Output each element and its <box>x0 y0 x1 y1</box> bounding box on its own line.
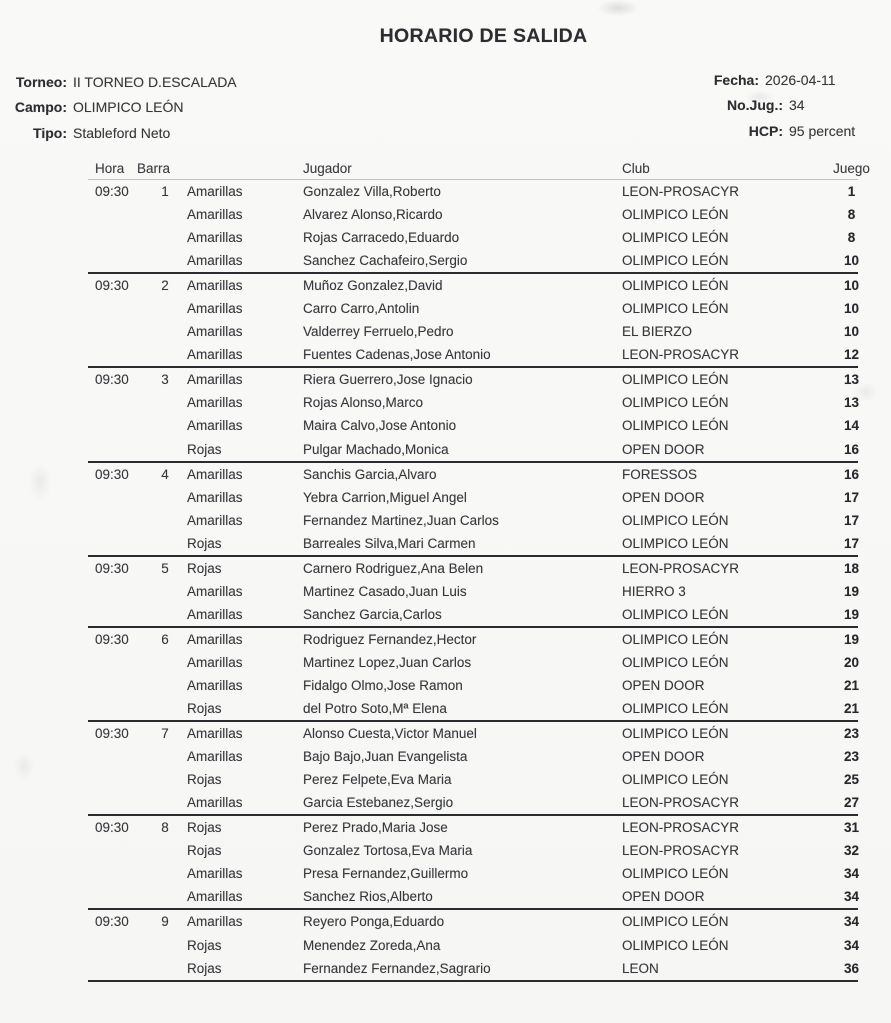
table-row <box>88 368 858 391</box>
cell-barra <box>143 674 187 697</box>
header-barra: Barra <box>137 161 171 176</box>
cell-player-name: Sanchez Garcia,Carlos <box>303 606 442 622</box>
info-row-hcp <box>600 119 855 144</box>
cell-hora <box>88 320 143 343</box>
table-row <box>88 745 858 768</box>
cell-tee-color: Amarillas <box>187 631 243 647</box>
table-row <box>88 438 858 461</box>
tee-group-1 <box>88 180 858 274</box>
cell-player-name: Muñoz Gonzalez,David <box>303 278 443 294</box>
cell-tee-color: Rojas <box>187 441 222 457</box>
cell-hora: 09:30 <box>95 820 129 836</box>
cell-juego: 19 <box>843 606 860 622</box>
table-row <box>88 226 858 249</box>
cell-barra: 5 <box>161 560 169 576</box>
info-row-campo <box>0 95 237 120</box>
cell-juego: 18 <box>843 560 860 576</box>
cell-barra <box>143 249 187 272</box>
cell-juego: 19 <box>843 583 860 599</box>
cell-barra <box>143 438 187 461</box>
cell-hora: 09:30 <box>95 560 129 576</box>
cell-hora <box>88 768 143 791</box>
cell-barra: 7 <box>161 726 169 742</box>
cell-hora <box>88 957 143 980</box>
cell-hora <box>88 343 143 366</box>
cell-juego: 34 <box>843 866 860 882</box>
cell-player-name: Alonso Cuesta,Victor Manuel <box>303 726 477 742</box>
cell-club: HIERRO 3 <box>622 583 686 599</box>
cell-player-name: Garcia Estebanez,Sergio <box>303 795 454 811</box>
info-row-torneo <box>0 70 237 95</box>
cell-barra <box>143 203 187 226</box>
cell-club: EL BIERZO <box>622 324 693 340</box>
cell-player-name: Menendez Zoreda,Ana <box>303 937 441 953</box>
header-club: Club <box>622 161 650 176</box>
cell-barra <box>143 532 187 555</box>
cell-club: OLIMPICO LEÓN <box>622 866 729 882</box>
cell-player-name: Martinez Lopez,Juan Carlos <box>303 654 472 670</box>
cell-juego: 13 <box>843 372 860 388</box>
cell-juego: 31 <box>843 820 860 836</box>
cell-tee-color: Amarillas <box>187 324 243 340</box>
cell-tee-color: Amarillas <box>187 395 243 411</box>
cell-juego: 17 <box>843 535 860 551</box>
cell-barra <box>143 885 187 908</box>
cell-club: OLIMPICO LEÓN <box>622 937 729 953</box>
cell-player-name: Riera Guerrero,Jose Ignacio <box>303 372 473 388</box>
cell-player-name: Fidalgo Olmo,Jose Ramon <box>303 677 463 693</box>
cell-player-name: Carro Carro,Antolin <box>303 301 420 317</box>
cell-club: OLIMPICO LEÓN <box>622 772 729 788</box>
cell-club: FORESSOS <box>622 466 698 482</box>
cell-hora <box>88 509 143 532</box>
cell-player-name: Bajo Bajo,Juan Evangelista <box>303 749 468 765</box>
cell-hora <box>88 697 143 720</box>
cell-club: OLIMPICO LEÓN <box>622 631 729 647</box>
tee-times-table <box>88 158 878 982</box>
cell-club: LEON-PROSACYR <box>622 843 740 859</box>
table-row <box>88 391 858 414</box>
cell-player-name: Carnero Rodriguez,Ana Belen <box>303 560 484 576</box>
cell-player-name: del Potro Soto,Mª Elena <box>303 701 447 717</box>
cell-juego: 8 <box>847 230 856 246</box>
table-row <box>88 180 858 203</box>
nojug-label: No.Jug.: <box>727 97 783 114</box>
table-row <box>88 320 858 343</box>
cell-juego: 17 <box>843 512 860 528</box>
cell-hora <box>88 651 143 674</box>
table-row <box>88 722 858 745</box>
page-title: HORARIO DE SALIDA <box>379 25 588 47</box>
cell-tee-color: Amarillas <box>187 654 243 670</box>
fecha-label: Fecha: <box>713 72 759 88</box>
table-row <box>88 203 858 226</box>
cell-player-name: Martinez Casado,Juan Luis <box>303 583 467 599</box>
cell-tee-color: Rojas <box>187 535 222 551</box>
cell-club: OPEN DOOR <box>622 889 705 905</box>
fecha-value: 2026-04-11 <box>765 72 836 88</box>
cell-barra <box>143 934 187 957</box>
cell-hora: 09:30 <box>95 726 129 742</box>
tee-group-8 <box>88 816 858 910</box>
cell-player-name: Pulgar Machado,Monica <box>303 441 449 457</box>
cell-club: OLIMPICO LEÓN <box>622 395 729 411</box>
cell-barra <box>143 414 187 437</box>
cell-juego: 32 <box>843 843 860 859</box>
cell-player-name: Gonzalez Villa,Roberto <box>303 184 441 199</box>
table-row <box>88 862 858 885</box>
cell-hora <box>88 226 143 249</box>
cell-club: OLIMPICO LEÓN <box>622 726 729 742</box>
cell-barra: 3 <box>161 372 169 388</box>
cell-club: OLIMPICO LEÓN <box>622 301 729 317</box>
cell-player-name: Barreales Silva,Mari Carmen <box>303 535 476 551</box>
cell-tee-color: Amarillas <box>187 184 243 199</box>
cell-player-name: Gonzalez Tortosa,Eva Maria <box>303 843 473 859</box>
tee-group-9 <box>88 910 858 981</box>
cell-player-name: Sanchis Garcia,Alvaro <box>303 466 437 482</box>
table-row <box>88 910 858 933</box>
cell-tee-color: Amarillas <box>187 253 243 269</box>
cell-juego: 10 <box>843 253 860 269</box>
cell-hora <box>88 934 143 957</box>
tee-group-2 <box>88 274 858 368</box>
cell-player-name: Presa Fernandez,Guillermo <box>303 866 469 882</box>
cell-tee-color: Amarillas <box>187 230 243 246</box>
hcp-label: HCP: <box>748 122 783 139</box>
cell-juego: 8 <box>847 207 856 223</box>
cell-tee-color: Rojas <box>187 772 222 788</box>
cell-barra: 1 <box>161 184 169 199</box>
cell-tee-color: Rojas <box>187 701 222 717</box>
table-row <box>88 768 858 791</box>
cell-juego: 10 <box>843 324 860 340</box>
cell-tee-color: Rojas <box>187 960 222 976</box>
cell-tee-color: Amarillas <box>187 372 243 388</box>
cell-juego: 21 <box>843 677 860 693</box>
table-row <box>88 839 858 862</box>
cell-barra <box>143 486 187 509</box>
cell-tee-color: Amarillas <box>187 466 243 482</box>
cell-club: OPEN DOOR <box>622 489 705 505</box>
cell-tee-color: Amarillas <box>187 726 243 742</box>
cell-player-name: Fernandez Martinez,Juan Carlos <box>303 512 499 528</box>
cell-club: OLIMPICO LEÓN <box>622 207 729 223</box>
table-row <box>88 816 858 839</box>
table-row <box>88 580 858 603</box>
table-row <box>88 249 858 272</box>
cell-club: LEON-PROSACYR <box>622 184 740 199</box>
cell-club: LEON-PROSACYR <box>622 347 740 363</box>
cell-player-name: Rodriguez Fernandez,Hector <box>303 631 477 647</box>
table-row <box>88 697 858 720</box>
table-row <box>88 957 858 980</box>
cell-juego: 25 <box>843 772 860 788</box>
cell-barra <box>143 839 187 862</box>
cell-club: OLIMPICO LEÓN <box>622 606 729 622</box>
header-juego: Juego <box>833 161 870 176</box>
cell-hora: 09:30 <box>95 372 129 388</box>
cell-juego: 34 <box>843 914 860 930</box>
cell-hora: 09:30 <box>95 278 129 294</box>
tipo-label: Tipo: <box>33 124 67 141</box>
table-row <box>88 885 858 908</box>
cell-juego: 34 <box>843 889 860 905</box>
cell-tee-color: Amarillas <box>187 512 243 528</box>
cell-barra <box>143 580 187 603</box>
table-row <box>88 297 858 320</box>
table-row <box>88 274 858 297</box>
cell-juego: 20 <box>843 654 860 670</box>
cell-hora <box>88 580 143 603</box>
cell-player-name: Rojas Carracedo,Eduardo <box>303 230 460 246</box>
header-jugador: Jugador <box>303 161 352 176</box>
cell-club: LEON <box>622 960 659 976</box>
table-row <box>88 603 858 626</box>
tournament-info-left <box>0 70 237 146</box>
cell-hora <box>88 745 143 768</box>
cell-hora <box>88 203 143 226</box>
cell-barra <box>143 957 187 980</box>
cell-player-name: Maira Calvo,Jose Antonio <box>303 418 457 434</box>
campo-label: Campo: <box>14 99 67 116</box>
table-row <box>88 651 858 674</box>
cell-hora <box>88 839 143 862</box>
tipo-value: Stableford Neto <box>73 124 171 141</box>
cell-hora: 09:30 <box>95 631 129 647</box>
table-row <box>88 414 858 437</box>
cell-club: OLIMPICO LEÓN <box>622 253 729 269</box>
cell-barra <box>143 651 187 674</box>
cell-player-name: Rojas Alonso,Marco <box>303 395 424 411</box>
torneo-value: II TORNEO D.ESCALADA <box>73 74 237 90</box>
cell-juego: 21 <box>843 701 860 717</box>
torneo-label: Torneo: <box>15 74 67 90</box>
cell-juego: 34 <box>843 937 860 953</box>
info-row-fecha <box>600 68 855 93</box>
cell-barra: 8 <box>161 820 169 836</box>
cell-player-name: Perez Felpete,Eva Maria <box>303 772 452 788</box>
cell-tee-color: Rojas <box>187 820 222 836</box>
cell-juego: 17 <box>843 489 860 505</box>
cell-tee-color: Amarillas <box>187 583 243 599</box>
cell-club: LEON-PROSACYR <box>622 820 740 836</box>
cell-tee-color: Amarillas <box>187 866 243 882</box>
cell-barra <box>143 226 187 249</box>
cell-club: OLIMPICO LEÓN <box>622 535 729 551</box>
cell-player-name: Fuentes Cadenas,Jose Antonio <box>303 347 491 363</box>
cell-hora <box>88 414 143 437</box>
header-hora: Hora <box>95 161 125 176</box>
cell-tee-color: Amarillas <box>187 889 243 905</box>
cell-barra <box>143 320 187 343</box>
cell-juego: 13 <box>843 395 860 411</box>
table-row <box>88 934 858 957</box>
tee-group-5 <box>88 557 858 628</box>
cell-club: OLIMPICO LEÓN <box>622 230 729 246</box>
cell-barra <box>143 697 187 720</box>
cell-barra <box>143 509 187 532</box>
table-row <box>88 509 858 532</box>
cell-club: OLIMPICO LEÓN <box>622 512 729 528</box>
cell-tee-color: Amarillas <box>187 749 243 765</box>
cell-hora <box>88 791 143 814</box>
cell-club: OPEN DOOR <box>622 749 705 765</box>
cell-hora <box>88 603 143 626</box>
cell-barra <box>143 862 187 885</box>
cell-hora: 09:30 <box>95 914 129 930</box>
tee-group-7 <box>88 722 858 816</box>
campo-value: OLIMPICO LEÓN <box>73 99 184 116</box>
cell-club: OPEN DOOR <box>622 677 705 693</box>
tee-group-6 <box>88 628 858 722</box>
cell-tee-color: Amarillas <box>187 606 243 622</box>
table-row <box>88 486 858 509</box>
cell-tee-color: Rojas <box>187 843 222 859</box>
cell-hora <box>88 862 143 885</box>
cell-player-name: Fernandez Fernandez,Sagrario <box>303 960 491 976</box>
table-row <box>88 791 858 814</box>
cell-barra <box>143 391 187 414</box>
cell-hora <box>88 674 143 697</box>
cell-tee-color: Amarillas <box>187 207 243 223</box>
cell-hora <box>88 391 143 414</box>
cell-juego: 23 <box>843 749 860 765</box>
cell-hora: 09:30 <box>95 466 129 482</box>
cell-barra: 4 <box>161 466 169 482</box>
cell-barra <box>143 768 187 791</box>
cell-club: OLIMPICO LEÓN <box>622 278 729 294</box>
tee-group-3 <box>88 368 858 462</box>
cell-juego: 23 <box>843 726 860 742</box>
cell-tee-color: Amarillas <box>187 489 243 505</box>
cell-barra <box>143 791 187 814</box>
cell-juego: 36 <box>843 960 860 976</box>
cell-club: OLIMPICO LEÓN <box>622 914 729 930</box>
cell-tee-color: Amarillas <box>187 418 243 434</box>
cell-juego: 16 <box>843 466 860 482</box>
cell-club: OLIMPICO LEÓN <box>622 372 729 388</box>
cell-tee-color: Amarillas <box>187 677 243 693</box>
cell-hora: 09:30 <box>95 184 129 199</box>
cell-barra <box>143 343 187 366</box>
cell-tee-color: Amarillas <box>187 301 243 317</box>
hcp-value: 95 percent <box>789 122 856 139</box>
cell-player-name: Alvarez Alonso,Ricardo <box>303 207 443 223</box>
cell-tee-color: Rojas <box>187 937 222 953</box>
cell-club: LEON-PROSACYR <box>622 560 740 576</box>
cell-club: LEON-PROSACYR <box>622 795 740 811</box>
cell-barra <box>143 603 187 626</box>
cell-player-name: Yebra Carrion,Miguel Angel <box>303 489 467 505</box>
tournament-info-right <box>600 68 855 144</box>
cell-tee-color: Rojas <box>187 560 222 576</box>
cell-juego: 1 <box>847 184 856 199</box>
table-body <box>88 180 878 982</box>
info-row-tipo <box>0 121 237 146</box>
cell-hora <box>88 438 143 461</box>
cell-juego: 19 <box>843 631 860 647</box>
cell-barra <box>143 745 187 768</box>
cell-juego: 14 <box>843 418 860 434</box>
cell-juego: 10 <box>843 301 860 317</box>
table-row <box>88 628 858 651</box>
cell-tee-color: Amarillas <box>187 347 243 363</box>
cell-hora <box>88 885 143 908</box>
cell-juego: 16 <box>843 441 860 457</box>
cell-player-name: Perez Prado,Maria Jose <box>303 820 448 836</box>
cell-club: OLIMPICO LEÓN <box>622 418 729 434</box>
cell-club: OPEN DOOR <box>622 441 705 457</box>
cell-hora <box>88 297 143 320</box>
cell-player-name: Sanchez Rios,Alberto <box>303 889 433 905</box>
table-header-row <box>88 158 878 179</box>
cell-club: OLIMPICO LEÓN <box>622 654 729 670</box>
cell-player-name: Valderrey Ferruelo,Pedro <box>303 324 454 340</box>
cell-juego: 12 <box>843 347 860 363</box>
cell-barra: 9 <box>161 914 169 930</box>
table-row <box>88 343 858 366</box>
cell-barra: 6 <box>161 631 169 647</box>
nojug-value: 34 <box>789 97 805 114</box>
cell-juego: 10 <box>843 278 860 294</box>
table-row <box>88 463 858 486</box>
cell-tee-color: Amarillas <box>187 795 243 811</box>
table-row <box>88 674 858 697</box>
tee-group-4 <box>88 463 858 557</box>
cell-hora <box>88 532 143 555</box>
cell-hora <box>88 486 143 509</box>
info-row-nojug <box>600 93 855 118</box>
cell-club: OLIMPICO LEÓN <box>622 701 729 717</box>
cell-hora <box>88 249 143 272</box>
cell-tee-color: Amarillas <box>187 278 243 294</box>
table-row <box>88 557 858 580</box>
cell-barra: 2 <box>161 278 169 294</box>
cell-tee-color: Amarillas <box>187 914 243 930</box>
cell-juego: 27 <box>843 795 860 811</box>
cell-barra <box>143 297 187 320</box>
cell-player-name: Sanchez Cachafeiro,Sergio <box>303 253 468 269</box>
table-row <box>88 532 858 555</box>
cell-player-name: Reyero Ponga,Eduardo <box>303 914 445 930</box>
